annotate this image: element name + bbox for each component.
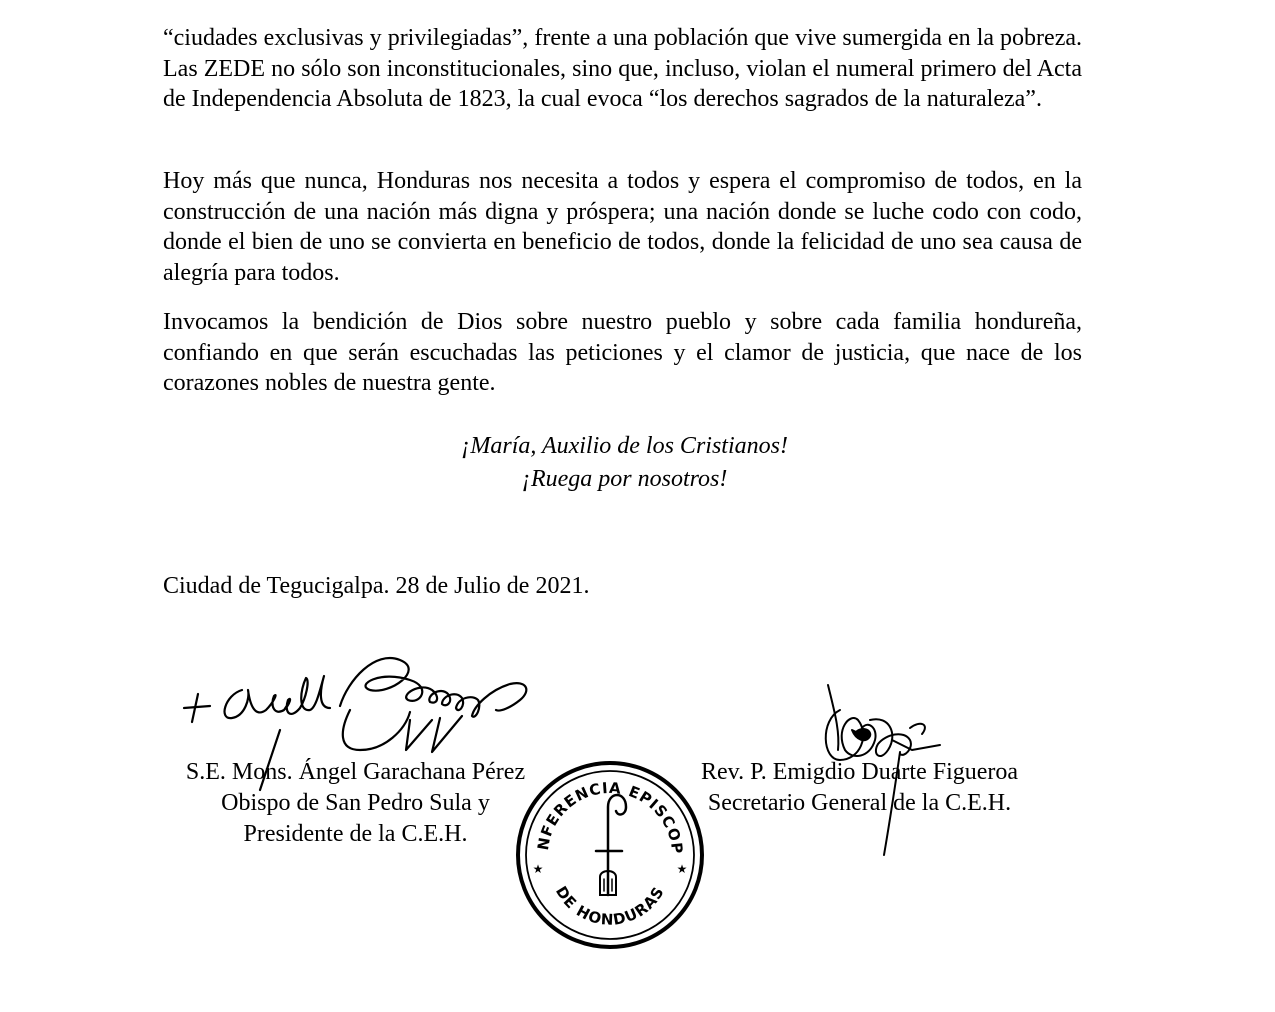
signatory-right-title: Secretario General de la C.E.H.: [707, 790, 1012, 816]
signatory-left-title: Obispo de San Pedro Sula y: [221, 790, 490, 816]
prayer-line-1: ¡María, Auxilio de los Cristianos!: [461, 433, 788, 459]
svg-text:★: ★: [532, 862, 544, 876]
signatory-left-name: S.E. Mons. Ángel Garachana Pérez: [185, 759, 526, 785]
signatory-left-role: Presidente de la C.E.H.: [243, 821, 468, 847]
prayer-line-2: ¡Ruega por nosotros!: [521, 466, 728, 492]
body-paragraph-3: Invocamos la bendición de Dios sobre nuestro pueblo y sobre cada familia hondureña, confiando en que serán escuchadas las peticiones y el clamor de justicia, que nace de los corazones nobles de nuestra gente.: [163, 309, 1082, 396]
body-paragraph-1: “ciudades exclusivas y privilegiadas”, frente a una población que vive sumergida en la pobreza. Las ZEDE no sólo son inconstitucionales, sino que, incluso, violan el numeral primero del Acta de Independencia Absoluta de 1823, la cual evoca “los derechos sagrados de la naturaleza”.: [163, 25, 1082, 112]
body-paragraph-2: Hoy más que nunca, Honduras nos necesita a todos y espera el compromiso de todos, en la construcción de una nación más digna y próspera; una nación donde se luche codo con codo, donde el bien de uno se convierta en beneficio de todos, donde la felicidad de uno sea causa de alegría para todos.: [163, 168, 1082, 286]
seal-top-text: CONFERENCIA EPISCOPAL: [503, 741, 687, 855]
dateline: Ciudad de Tegucigalpa. 28 de Julio de 2021.: [163, 573, 590, 599]
signatory-left: [163, 757, 548, 850]
svg-text:DE HONDURAS: [552, 883, 668, 929]
signatory-right: [672, 757, 1047, 819]
seal-bottom-text: DE HONDURAS: [551, 883, 668, 929]
signatory-right-name: Rev. P. Emigdio Duarte Figueroa: [700, 759, 1019, 785]
svg-text:★: ★: [676, 862, 688, 876]
